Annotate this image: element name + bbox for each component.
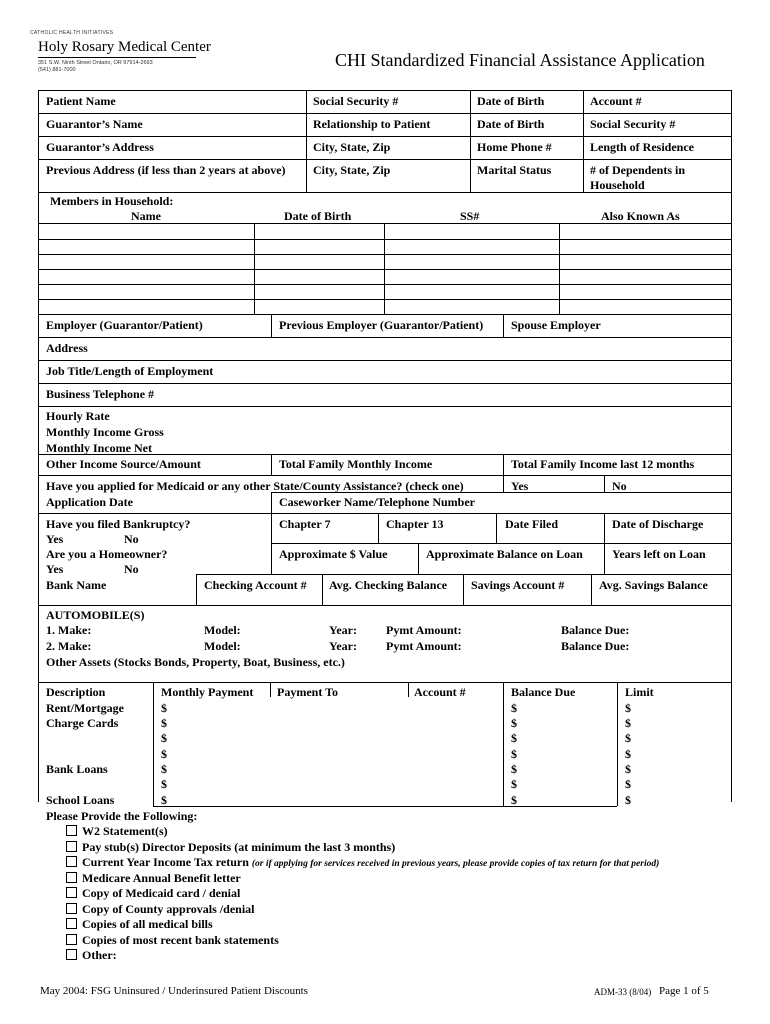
auto-1-model: Model:: [204, 623, 241, 637]
total-12-months-label: Total Family Income last 12 months: [511, 457, 695, 471]
auto-1-year: Year:: [329, 623, 357, 637]
dollar-sign: $: [511, 793, 517, 807]
debts-col-payment-to: Payment To: [277, 685, 339, 699]
auto-1-pymt: Pymt Amount:: [386, 623, 462, 637]
checkbox[interactable]: [66, 903, 77, 914]
caseworker-label: Caseworker Name/Telephone Number: [279, 495, 475, 509]
home-value-label: Approximate $ Value: [279, 547, 388, 561]
dollar-sign: $: [161, 731, 167, 745]
checklist-item[interactable]: Copies of all medical bills: [66, 917, 213, 932]
debts-col-description: Description: [46, 685, 106, 699]
previous-address-label: Previous Address (if less than 2 years at above): [46, 163, 286, 177]
dollar-sign: $: [625, 793, 631, 807]
household-title: Members in Household:: [50, 194, 174, 208]
bankruptcy-yes: Yes: [46, 532, 64, 546]
application-date-label: Application Date: [46, 495, 133, 509]
dollar-sign: $: [161, 793, 167, 807]
bankruptcy-no: No: [124, 532, 139, 546]
total-monthly-income-label: Total Family Monthly Income: [279, 457, 433, 471]
business-phone-label: Business Telephone #: [46, 387, 155, 401]
employer-label: Employer (Guarantor/Patient): [46, 318, 203, 332]
dollar-sign: $: [161, 777, 167, 791]
avg-savings-label: Avg. Savings Balance: [599, 578, 708, 592]
monthly-net-label: Monthly Income Net: [46, 441, 152, 455]
years-left-label: Years left on Loan: [612, 547, 706, 561]
homeowner-yes: Yes: [46, 562, 64, 576]
patient-name-label: Patient Name: [46, 94, 116, 108]
previous-employer-label: Previous Employer (Guarantor/Patient): [279, 318, 484, 332]
rent-mortgage-label: Rent/Mortgage: [46, 701, 124, 715]
chapter-7-label: Chapter 7: [279, 517, 331, 531]
dob-label: Date of Birth: [477, 94, 545, 108]
debts-col-account: Account #: [414, 685, 466, 699]
debts-col-monthly-payment: Monthly Payment: [161, 685, 254, 699]
dollar-sign: $: [161, 716, 167, 730]
dollar-sign: $: [625, 716, 631, 730]
dollar-sign: $: [161, 747, 167, 761]
dollar-sign: $: [161, 701, 167, 715]
dollar-sign: $: [625, 747, 631, 761]
auto-2-model: Model:: [204, 639, 241, 653]
homeowner-no: No: [124, 562, 139, 576]
dependents-label: # of Dependents in: [590, 163, 686, 177]
automobiles-title: AUTOMOBILE(S): [46, 608, 145, 622]
medicaid-yes: Yes: [511, 479, 529, 493]
form-number: ADM-33 (8/04): [594, 987, 652, 997]
checklist-item[interactable]: Other:: [66, 948, 117, 963]
date-filed-label: Date Filed: [505, 517, 558, 531]
logo-address: 351 S.W. Ninth Street Ontario, OR 97914-2693: [38, 60, 153, 66]
homeowner-question: Are you a Homeowner?: [46, 547, 168, 561]
guarantor-address-label: Guarantor’s Address: [46, 140, 154, 154]
dollar-sign: $: [511, 716, 517, 730]
auto-2-make: 2. Make:: [46, 639, 92, 653]
loan-balance-label: Approximate Balance on Loan: [426, 547, 583, 561]
date-discharge-label: Date of Discharge: [612, 517, 704, 531]
auto-1-balance: Balance Due:: [561, 623, 630, 637]
job-title-label: Job Title/Length of Employment: [46, 364, 214, 378]
savings-account-label: Savings Account #: [471, 578, 565, 592]
spouse-employer-label: Spouse Employer: [511, 318, 601, 332]
household-col-name: Name: [131, 209, 161, 223]
account-label: Account #: [590, 94, 642, 108]
dollar-sign: $: [511, 731, 517, 745]
household-col-aka: Also Known As: [601, 209, 680, 223]
debts-col-limit: Limit: [625, 685, 654, 699]
dollar-sign: $: [511, 762, 517, 776]
checkbox[interactable]: [66, 856, 77, 867]
checklist-item[interactable]: Pay stub(s) Director Deposits (at minimum the last 3 months): [66, 840, 395, 855]
guarantor-dob-label: Date of Birth: [477, 117, 545, 131]
bank-loans-label: Bank Loans: [46, 762, 108, 776]
guarantor-ssn-label: Social Security #: [590, 117, 676, 131]
monthly-gross-label: Monthly Income Gross: [46, 425, 164, 439]
dollar-sign: $: [511, 747, 517, 761]
ssn-label: Social Security #: [313, 94, 399, 108]
guarantor-name-label: Guarantor’s Name: [46, 117, 143, 131]
logo-org: CATHOLIC HEALTH INITIATIVES: [30, 30, 114, 36]
page-number: Page 1 of 5: [659, 985, 709, 997]
prev-city-state-zip-label: City, State, Zip: [313, 163, 391, 177]
checkbox[interactable]: [66, 934, 77, 945]
length-residence-label: Length of Residence: [590, 140, 694, 154]
home-phone-label: Home Phone #: [477, 140, 552, 154]
checkbox[interactable]: [66, 872, 77, 883]
checkbox[interactable]: [66, 918, 77, 929]
auto-1-make: 1. Make:: [46, 623, 92, 637]
medicaid-question: Have you applied for Medicaid or any other State/County Assistance? (check one): [46, 479, 464, 493]
dollar-sign: $: [625, 731, 631, 745]
checklist-item[interactable]: Current Year Income Tax return (or if applying for services received in previous years, please provide copies of tax return for that period): [66, 855, 659, 870]
footer-text: May 2004: FSG Uninsured / Underinsured Patient Discounts: [40, 985, 308, 997]
dollar-sign: $: [625, 701, 631, 715]
checkbox[interactable]: [66, 825, 77, 836]
debts-col-balance-due: Balance Due: [511, 685, 576, 699]
other-assets-label: Other Assets (Stocks Bonds, Property, Boat, Business, etc.): [46, 655, 345, 669]
dollar-sign: $: [625, 762, 631, 776]
city-state-zip-label: City, State, Zip: [313, 140, 391, 154]
dollar-sign: $: [625, 777, 631, 791]
bank-name-label: Bank Name: [46, 578, 107, 592]
page-title: CHI Standardized Financial Assistance Application: [335, 50, 705, 70]
other-income-label: Other Income Source/Amount: [46, 457, 201, 471]
checklist-item[interactable]: Copy of Medicaid card / denial: [66, 886, 240, 901]
address-label: Address: [46, 341, 88, 355]
relationship-label: Relationship to Patient: [313, 117, 431, 131]
auto-2-year: Year:: [329, 639, 357, 653]
school-loans-label: School Loans: [46, 793, 115, 807]
checking-account-label: Checking Account #: [204, 578, 307, 592]
dependents-label-2: Household: [590, 178, 645, 192]
chapter-13-label: Chapter 13: [386, 517, 444, 531]
tax-return-note: (or if applying for services received in previous years, please provide copies of tax return for that period): [251, 859, 660, 869]
dollar-sign: $: [511, 701, 517, 715]
auto-2-balance: Balance Due:: [561, 639, 630, 653]
dollar-sign: $: [511, 777, 517, 791]
checkbox[interactable]: [66, 841, 77, 852]
auto-2-pymt: Pymt Amount:: [386, 639, 462, 653]
checkbox[interactable]: [66, 949, 77, 960]
checkbox[interactable]: [66, 887, 77, 898]
marital-status-label: Marital Status: [477, 163, 552, 177]
checklist-item[interactable]: W2 Statement(s): [66, 824, 168, 839]
checklist-item[interactable]: Medicare Annual Benefit letter: [66, 871, 241, 886]
hourly-rate-label: Hourly Rate: [46, 409, 110, 423]
charge-cards-label: Charge Cards: [46, 716, 119, 730]
medicaid-no: No: [612, 479, 627, 493]
provide-title: Please Provide the Following:: [46, 809, 198, 823]
dollar-sign: $: [161, 762, 167, 776]
household-col-ss: SS#: [460, 209, 480, 223]
avg-checking-label: Avg. Checking Balance: [329, 578, 448, 592]
checklist-item[interactable]: Copy of County approvals /denial: [66, 902, 254, 917]
logo-name: Holy Rosary Medical Center: [38, 39, 211, 55]
household-col-dob: Date of Birth: [284, 209, 352, 223]
logo-phone: (541) 881-7000: [38, 67, 76, 73]
checklist-item[interactable]: Copies of most recent bank statements: [66, 933, 279, 948]
bankruptcy-question: Have you filed Bankruptcy?: [46, 517, 191, 531]
